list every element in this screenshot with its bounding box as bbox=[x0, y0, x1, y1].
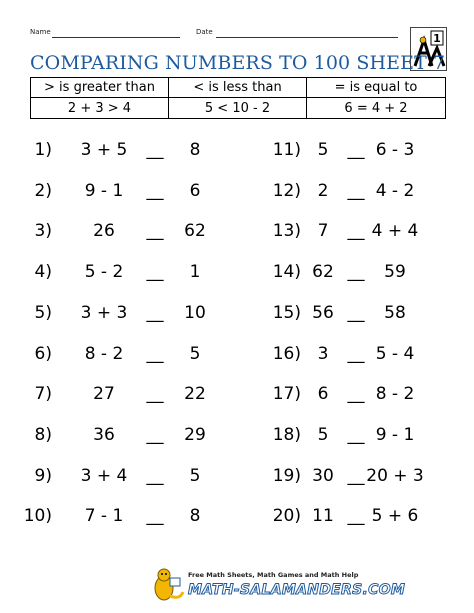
problem-row bbox=[0, 179, 474, 203]
problem-left-expression: 7 - 1 bbox=[84, 506, 124, 526]
problem-row bbox=[0, 423, 474, 447]
footer-tagline: Free Math Sheets, Math Games and Math Help bbox=[188, 571, 359, 579]
symbol-legend-table bbox=[30, 77, 446, 119]
problem-number: 16) bbox=[272, 344, 301, 364]
problem-number: 15) bbox=[272, 303, 301, 323]
answer-blank: __ bbox=[146, 506, 164, 526]
legend-less-example: 5 < 10 - 2 bbox=[169, 98, 307, 118]
answer-blank: __ bbox=[347, 262, 365, 282]
problem-left-expression: 3 + 4 bbox=[80, 466, 128, 486]
problem-row bbox=[0, 260, 474, 284]
problem-left-expression: 3 + 5 bbox=[80, 140, 128, 160]
answer-blank: __ bbox=[146, 344, 164, 364]
problem-right-expression: 29 bbox=[184, 425, 206, 445]
answer-blank: __ bbox=[347, 425, 365, 445]
problem-right-expression: 8 - 2 bbox=[375, 384, 415, 404]
problem-right-expression: 6 - 3 bbox=[375, 140, 415, 160]
answer-blank: __ bbox=[347, 506, 365, 526]
problem-left-expression: 26 bbox=[93, 221, 115, 241]
problem-right-expression: 8 bbox=[189, 140, 201, 160]
problem-right-expression: 5 bbox=[189, 344, 201, 364]
answer-blank: __ bbox=[347, 303, 365, 323]
problem-right-expression: 5 - 4 bbox=[375, 344, 415, 364]
problem-left-expression: 9 - 1 bbox=[84, 181, 124, 201]
problem-left-expression: 5 bbox=[317, 140, 329, 160]
problem-number: 6) bbox=[34, 344, 52, 364]
problem-right-expression: 4 + 4 bbox=[371, 221, 419, 241]
problem-right-expression: 8 bbox=[189, 506, 201, 526]
problem-right-expression: 6 bbox=[189, 181, 201, 201]
answer-blank: __ bbox=[146, 466, 164, 486]
problem-left-expression: 2 bbox=[317, 181, 329, 201]
problem-number: 4) bbox=[34, 262, 52, 282]
problem-number: 13) bbox=[272, 221, 301, 241]
answer-blank: __ bbox=[347, 221, 365, 241]
legend-greater-example: 2 + 3 > 4 bbox=[31, 98, 169, 118]
problem-left-expression: 3 + 3 bbox=[80, 303, 128, 323]
problem-left-expression: 6 bbox=[317, 384, 329, 404]
problem-right-expression: 1 bbox=[189, 262, 201, 282]
problem-left-expression: 7 bbox=[317, 221, 329, 241]
legend-greater-than: > is greater than bbox=[31, 78, 169, 98]
problem-row bbox=[0, 301, 474, 325]
problem-number: 8) bbox=[34, 425, 52, 445]
answer-blank: __ bbox=[146, 303, 164, 323]
answer-blank: __ bbox=[146, 384, 164, 404]
date-label: Date bbox=[196, 28, 213, 36]
page-title: COMPARING NUMBERS TO 100 SHEET 7 bbox=[30, 52, 446, 74]
answer-blank: __ bbox=[347, 181, 365, 201]
legend-less-than: < is less than bbox=[169, 78, 307, 98]
problem-right-expression: 5 bbox=[189, 466, 201, 486]
answer-blank: __ bbox=[347, 140, 365, 160]
problem-row bbox=[0, 382, 474, 406]
name-label: Name bbox=[30, 28, 51, 36]
problem-number: 14) bbox=[272, 262, 301, 282]
problem-right-expression: 62 bbox=[184, 221, 206, 241]
problem-row bbox=[0, 219, 474, 243]
logo-grade: 1 bbox=[433, 32, 441, 45]
problem-left-expression: 30 bbox=[312, 466, 334, 486]
problem-left-expression: 56 bbox=[312, 303, 334, 323]
answer-blank: __ bbox=[146, 425, 164, 445]
legend-equal-example: 6 = 4 + 2 bbox=[344, 100, 408, 116]
problem-number: 11) bbox=[272, 140, 301, 160]
problem-number: 3) bbox=[34, 221, 52, 241]
problem-left-expression: 27 bbox=[93, 384, 115, 404]
problem-number: 17) bbox=[272, 384, 301, 404]
answer-blank: __ bbox=[146, 262, 164, 282]
problem-right-expression: 22 bbox=[184, 384, 206, 404]
problem-number: 2) bbox=[34, 181, 52, 201]
problem-number: 7) bbox=[34, 384, 52, 404]
problem-left-expression: 5 bbox=[317, 425, 329, 445]
problem-right-expression: 9 - 1 bbox=[375, 425, 415, 445]
footer-site-name: MATH-SALAMANDERS.COM bbox=[188, 582, 406, 598]
legend-equal-to: = is equal to bbox=[307, 78, 445, 98]
answer-blank: __ bbox=[347, 466, 365, 486]
problem-right-expression: 58 bbox=[384, 303, 406, 323]
problem-number: 12) bbox=[272, 181, 301, 201]
name-line bbox=[52, 37, 180, 38]
date-line bbox=[216, 37, 398, 38]
answer-blank: __ bbox=[146, 221, 164, 241]
problem-left-expression: 3 bbox=[317, 344, 329, 364]
answer-blank: __ bbox=[347, 344, 365, 364]
problem-left-expression: 36 bbox=[93, 425, 115, 445]
problem-left-expression: 11 bbox=[312, 506, 334, 526]
answer-blank: __ bbox=[146, 181, 164, 201]
problem-number: 19) bbox=[272, 466, 301, 486]
problem-number: 5) bbox=[34, 303, 52, 323]
problem-row bbox=[0, 342, 474, 366]
salamander-mascot-icon bbox=[150, 566, 186, 606]
problem-number: 10) bbox=[23, 506, 52, 526]
answer-blank: __ bbox=[347, 384, 365, 404]
problem-right-expression: 5 + 6 bbox=[371, 506, 419, 526]
problem-right-expression: 4 - 2 bbox=[375, 181, 415, 201]
problem-right-expression: 10 bbox=[184, 303, 206, 323]
problem-right-expression: 59 bbox=[384, 262, 406, 282]
problem-number: 18) bbox=[272, 425, 301, 445]
problem-number: 20) bbox=[272, 506, 301, 526]
problem-number: 1) bbox=[34, 140, 52, 160]
problem-left-expression: 5 - 2 bbox=[84, 262, 124, 282]
problem-number: 9) bbox=[34, 466, 52, 486]
problem-row bbox=[0, 464, 474, 488]
problem-row bbox=[0, 138, 474, 162]
problem-left-expression: 62 bbox=[312, 262, 334, 282]
problem-row bbox=[0, 504, 474, 528]
problem-left-expression: 8 - 2 bbox=[84, 344, 124, 364]
problem-right-expression: 20 + 3 bbox=[366, 466, 424, 486]
answer-blank: __ bbox=[146, 140, 164, 160]
